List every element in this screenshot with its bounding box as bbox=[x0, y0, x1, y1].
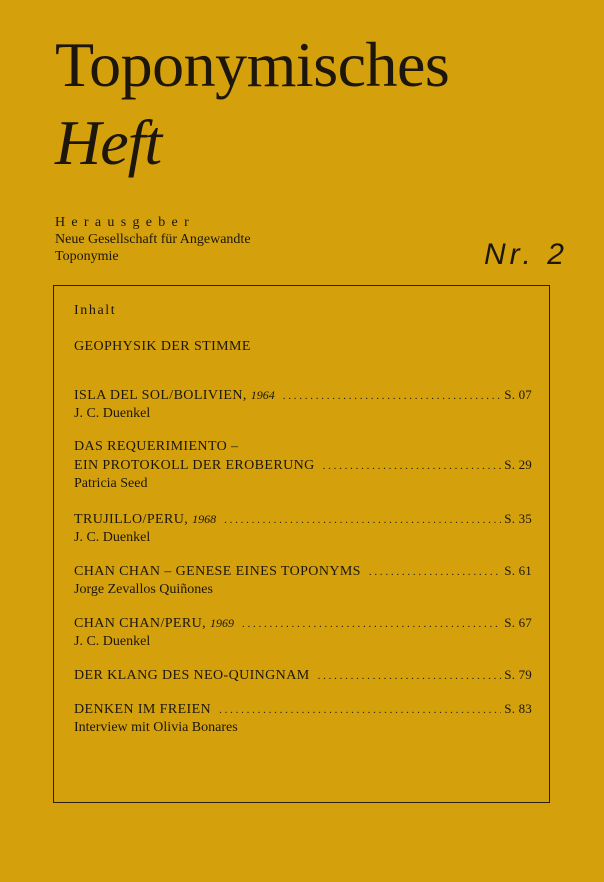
toc-entry-title: DENKEN IM FREIEN bbox=[74, 702, 212, 717]
toc-leader-dots bbox=[318, 667, 502, 685]
toc-entry-page: S. 07 bbox=[504, 387, 532, 402]
toc-entry bbox=[74, 562, 532, 599]
toc-entry-author: J. C. Duenkel bbox=[74, 530, 151, 545]
toc-entry-page: S. 29 bbox=[504, 457, 532, 472]
editor-name-line1: Neue Gesellschaft für Angewandte bbox=[55, 232, 251, 247]
toc-entry-title-line1: DAS REQUERIMIENTO – bbox=[74, 439, 239, 454]
toc-entry-page: S. 67 bbox=[504, 615, 532, 630]
toc-entry bbox=[74, 510, 532, 547]
toc-entry-page: S. 83 bbox=[504, 701, 532, 716]
toc-entry-year: 1968 bbox=[192, 512, 217, 526]
toc-entry-title: CHAN CHAN – GENESE EINES TOPONYMS bbox=[74, 564, 361, 579]
toc-entry-title: EIN PROTOKOLL DER EROBERUNG bbox=[74, 458, 315, 473]
magazine-title-line1: Toponymisches bbox=[55, 29, 450, 100]
toc-leader-dots bbox=[242, 615, 501, 633]
toc-leader-dots bbox=[219, 701, 501, 719]
table-of-contents bbox=[53, 285, 550, 803]
toc-entry-author: Patricia Seed bbox=[74, 476, 148, 491]
toc-entry-author: Interview mit Olivia Bonares bbox=[74, 720, 238, 735]
toc-entry-author: J. C. Duenkel bbox=[74, 406, 151, 421]
toc-leader-dots bbox=[323, 457, 502, 475]
toc-entry-title: ISLA DEL SOL/BOLIVIEN, bbox=[74, 388, 247, 403]
toc-entry bbox=[74, 614, 532, 651]
toc-leader-dots bbox=[224, 511, 501, 529]
editor-block bbox=[55, 214, 251, 265]
toc-entry bbox=[74, 386, 532, 423]
toc-entry-title: TRUJILLO/PERU, bbox=[74, 512, 189, 527]
toc-leader-dots bbox=[283, 387, 501, 405]
toc-entry bbox=[74, 700, 532, 737]
toc-heading: Inhalt bbox=[74, 303, 117, 318]
toc-entry-page: S. 35 bbox=[504, 511, 532, 526]
toc-entry-title: DER KLANG DES NEO-QUINGNAM bbox=[74, 668, 310, 683]
toc-section-title: GEOPHYSIK DER STIMME bbox=[74, 339, 251, 354]
editor-label: Herausgeber bbox=[55, 215, 196, 230]
toc-entry-year: 1969 bbox=[210, 616, 235, 630]
toc-entry-page: S. 79 bbox=[504, 667, 532, 682]
toc-entry bbox=[74, 666, 532, 685]
toc-entry-page: S. 61 bbox=[504, 563, 532, 578]
toc-entry-author: J. C. Duenkel bbox=[74, 634, 151, 649]
issue-number: Nr. 2 bbox=[484, 238, 568, 271]
toc-entry-year: 1964 bbox=[250, 388, 275, 402]
toc-entry-author: Jorge Zevallos Quiñones bbox=[74, 582, 213, 597]
toc-leader-dots bbox=[369, 563, 501, 581]
toc-entry-title: CHAN CHAN/PERU, bbox=[74, 616, 207, 631]
editor-name-line2: Toponymie bbox=[55, 249, 119, 264]
toc-entry bbox=[74, 438, 532, 493]
magazine-title-line2: Heft bbox=[55, 107, 162, 178]
